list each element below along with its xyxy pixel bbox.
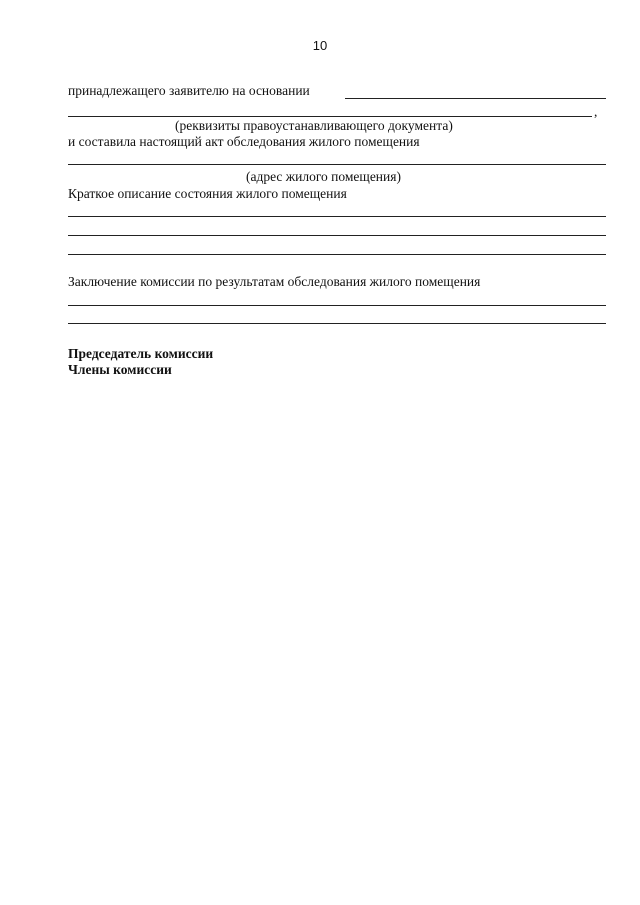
doc-requisites-caption: (реквизиты правоустанавливающего документа) <box>175 118 453 133</box>
owner-basis-fill-line <box>345 98 606 99</box>
address-caption: (адрес жилого помещения) <box>246 169 401 184</box>
description-fill-line-2 <box>68 235 606 236</box>
chairman-label: Председатель комиссии <box>68 346 214 361</box>
doc-requisites-fill-line <box>68 116 592 117</box>
act-compiled-label: и составила настоящий акт обследования жилого помещения <box>68 134 420 149</box>
trailing-comma: , <box>594 104 598 119</box>
conclusion-fill-line-1 <box>68 305 606 306</box>
description-fill-line-3 <box>68 254 606 255</box>
owner-basis-label: принадлежащего заявителю на основании <box>68 83 310 98</box>
page-number: 10 <box>312 38 328 53</box>
description-fill-line-1 <box>68 216 606 217</box>
conclusion-fill-line-2 <box>68 323 606 324</box>
members-label: Члены комиссии <box>68 362 172 377</box>
commission-conclusion-label: Заключение комиссии по результатам обследования жилого помещения <box>68 274 481 289</box>
address-fill-line <box>68 164 606 165</box>
brief-description-label: Краткое описание состояния жилого помещения <box>68 186 347 201</box>
